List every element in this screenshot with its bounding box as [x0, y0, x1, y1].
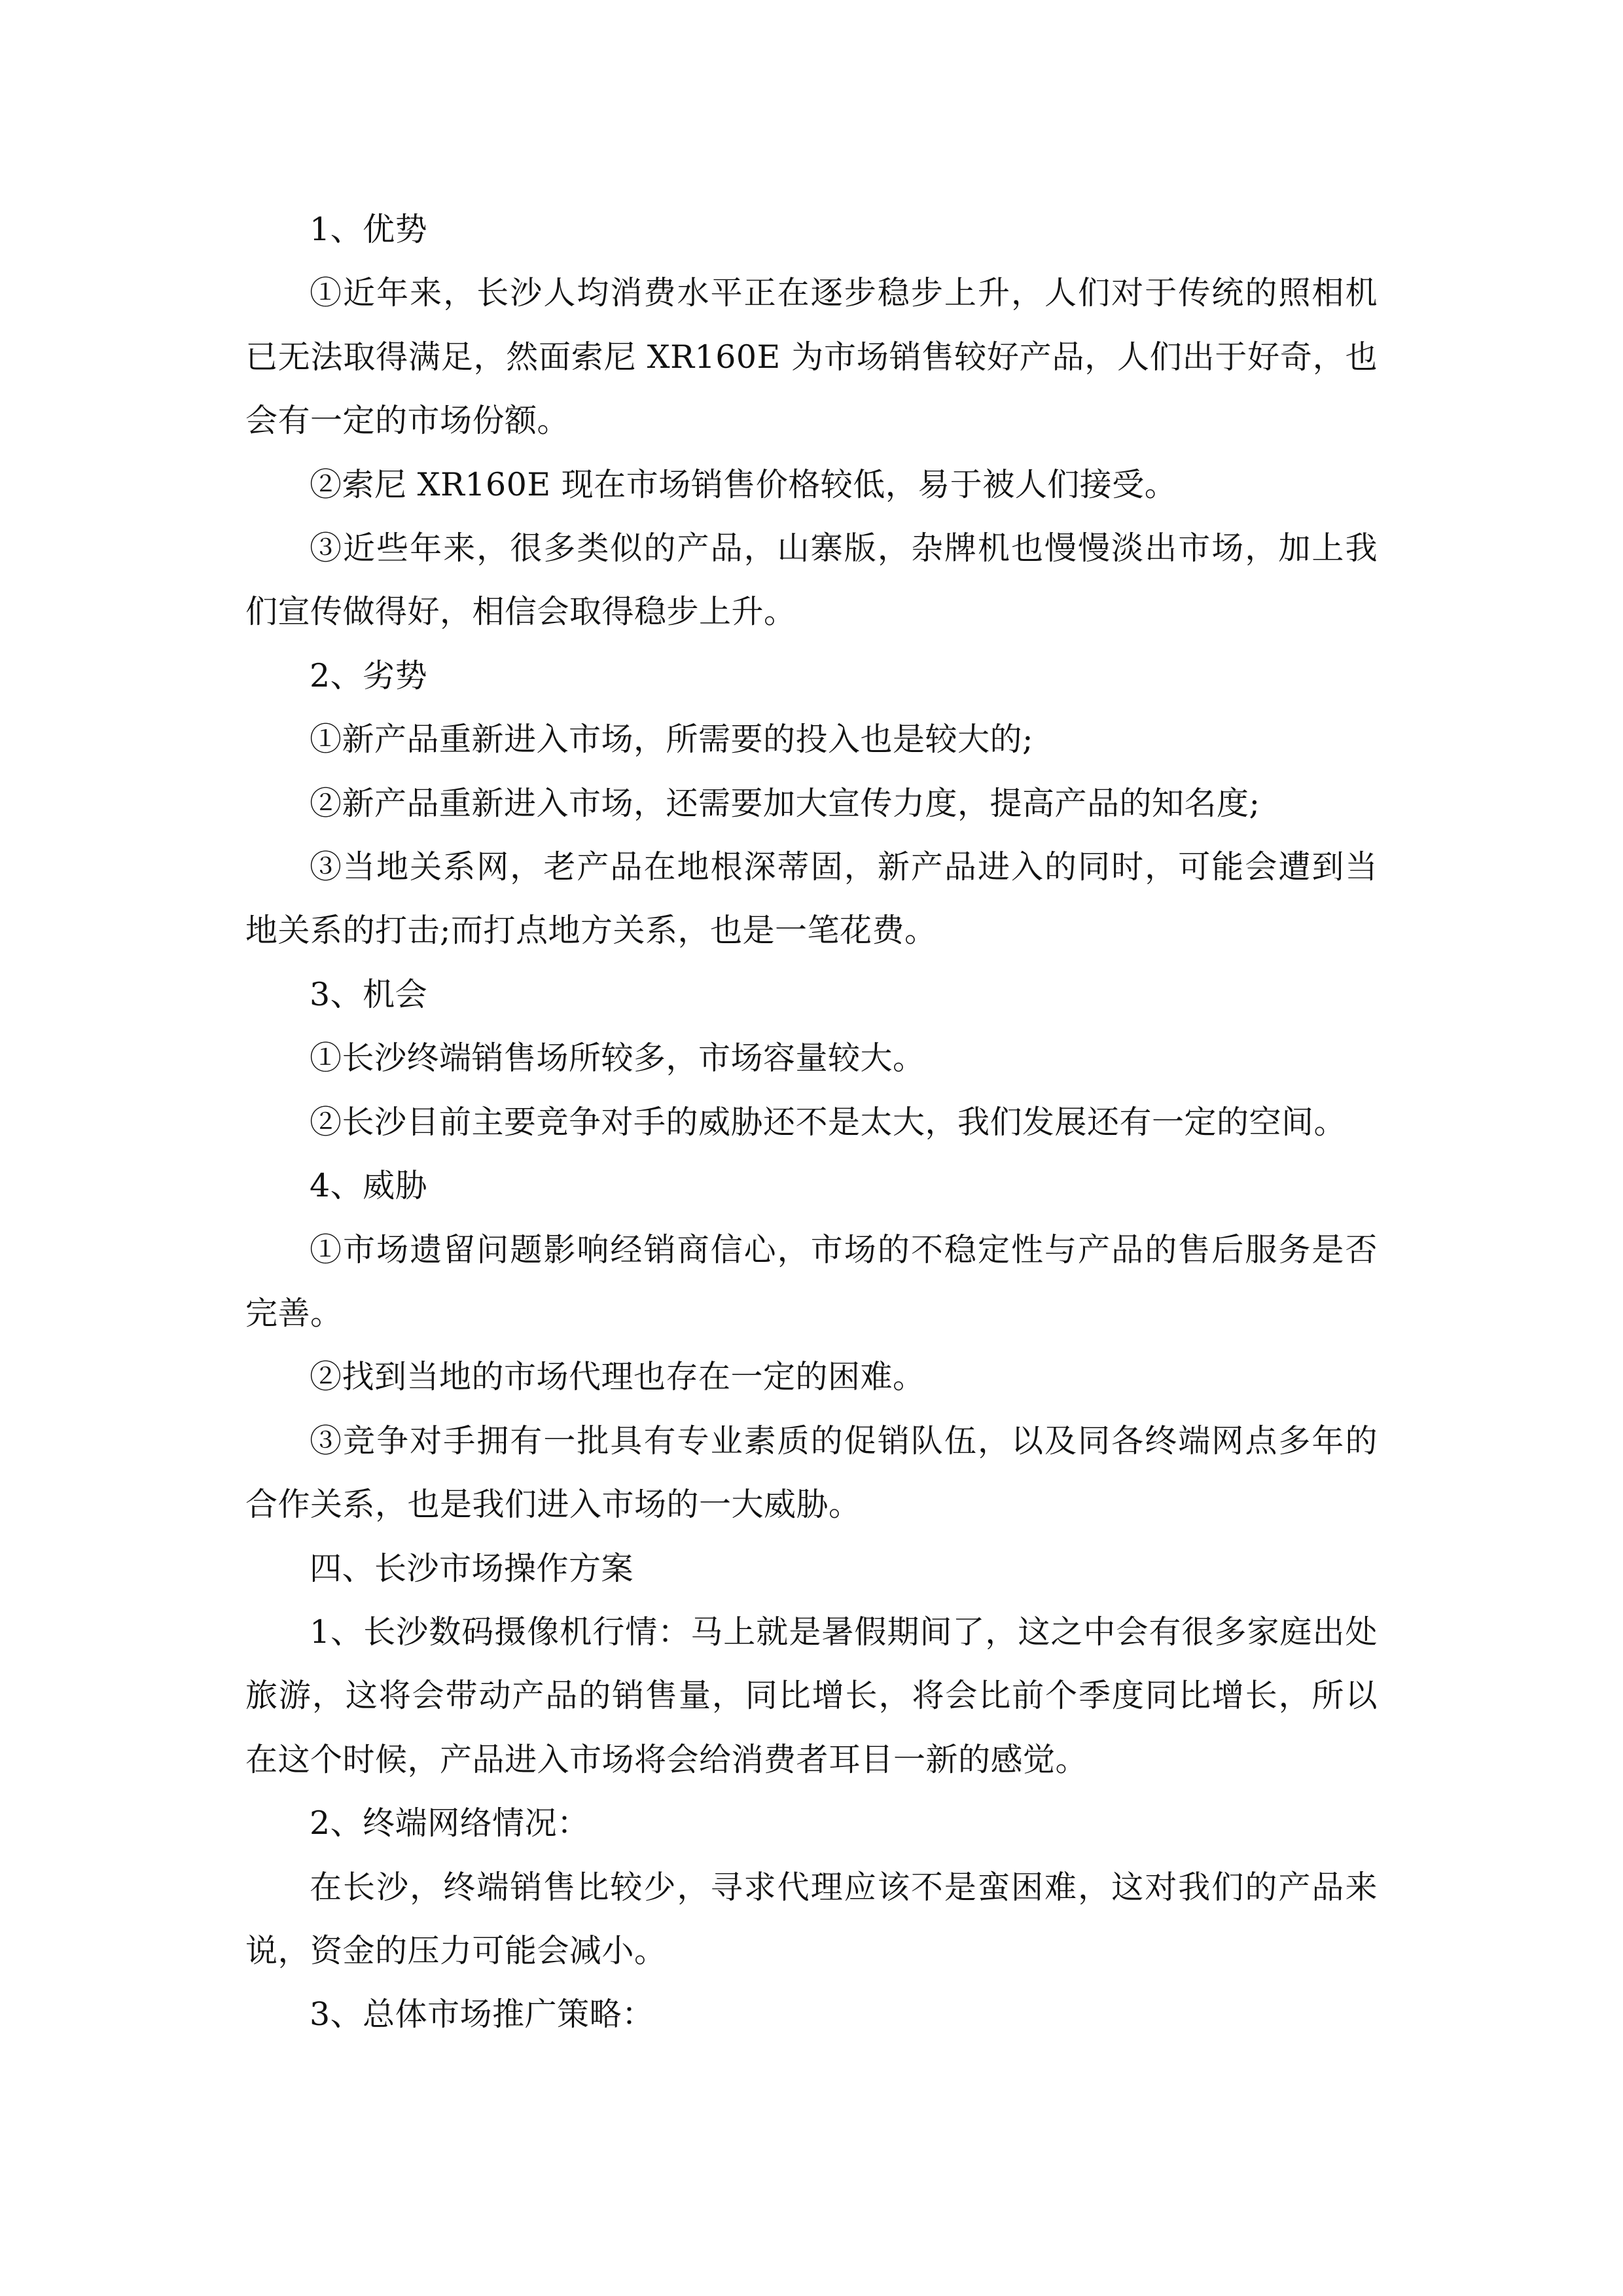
threat-item-1: ①市场遗留问题影响经销商信心，市场的不稳定性与产品的售后服务是否完善。	[245, 1230, 1378, 1332]
strength-item-2: ②索尼 XR160E 现在市场销售价格较低，易于被人们接受。	[310, 465, 1177, 503]
plan-terminal-network-text: 在长沙，终端销售比较少，寻求代理应该不是蛮困难，这对我们的产品来说，资金的压力可能会减小。	[245, 1868, 1378, 1969]
plan-heading-promotion-strategy: 3、总体市场推广策略：	[310, 1996, 654, 2034]
document-body	[245, 198, 1378, 2047]
threat-item-3: ③竞争对手拥有一批具有专业素质的促销队伍，以及同各终端网点多年的合作关系，也是我们进入市场的一大威胁。	[245, 1422, 1378, 1524]
weakness-item-2: ②新产品重新进入市场，还需要加大宣传力度，提高产品的知名度;	[310, 784, 1260, 822]
heading-weaknesses: 2、劣势	[310, 656, 428, 694]
plan-heading-terminal-network: 2、终端网络情况：	[310, 1804, 590, 1842]
weakness-item-3: ③当地关系网，老产品在地根深蒂固，新产品进入的同时，可能会遭到当地关系的打击;而打点地方关系，也是一笔花费。	[245, 848, 1378, 950]
heading-strengths: 1、优势	[310, 211, 428, 248]
heading-opportunities: 3、机会	[310, 975, 428, 1013]
threat-item-2: ②找到当地的市场代理也存在一定的困难。	[310, 1358, 925, 1396]
section-heading-operation-plan: 四、长沙市场操作方案	[310, 1549, 634, 1587]
strength-item-3: ③近些年来，很多类似的产品，山寨版，杂牌机也慢慢淡出市场，加上我们宣传做得好，相信会取得稳步上升。	[245, 529, 1378, 631]
heading-threats: 4、威胁	[310, 1167, 428, 1205]
plan-item-market-conditions: 1、长沙数码摄像机行情：马上就是暑假期间了，这之中会有很多家庭出处旅游，这将会带动产品的销售量，同比增长，将会比前个季度同比增长，所以在这个时候，产品进入市场将会给消费者耳目一新的感觉。	[245, 1613, 1378, 1778]
strength-item-1: ①近年来，长沙人均消费水平正在逐步稳步上升，人们对于传统的照相机已无法取得满足，然面索尼 XR160E 为市场销售较好产品，人们出于好奇，也会有一定的市场份额。	[245, 274, 1378, 440]
opportunity-item-2: ②长沙目前主要竞争对手的威胁还不是太大，我们发展还有一定的空间。	[310, 1103, 1347, 1141]
opportunity-item-1: ①长沙终端销售场所较多，市场容量较大。	[310, 1039, 925, 1077]
weakness-item-1: ①新产品重新进入市场，所需要的投入也是较大的;	[310, 721, 1034, 759]
